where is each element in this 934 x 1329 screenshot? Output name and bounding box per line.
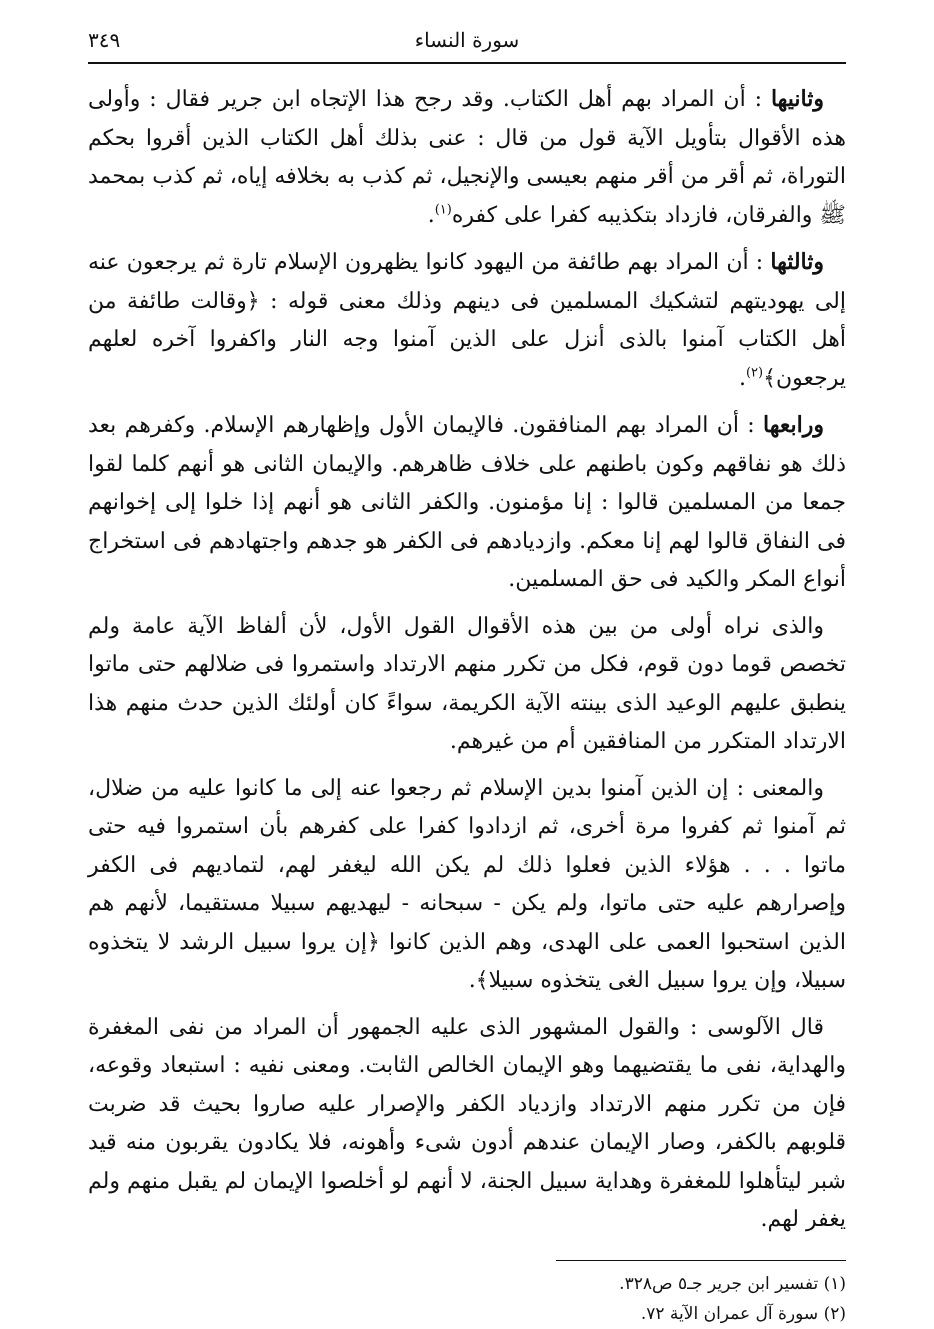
paragraph-preferred-view bbox=[88, 608, 846, 762]
paragraph-lead: ورابعها bbox=[763, 412, 824, 438]
paragraph-secondly bbox=[88, 80, 846, 235]
footnote-1: (١) تفسير ابن جرير جـ٥ ص٣٢٨. bbox=[619, 1273, 846, 1294]
footnotes bbox=[88, 1260, 846, 1329]
page bbox=[88, 22, 846, 1329]
footnote-marker: (١) bbox=[434, 202, 452, 218]
surah-title: سورة النساء bbox=[414, 28, 520, 52]
paragraph-lead: وثانيها bbox=[770, 86, 824, 112]
page-number: ٣٤٩ bbox=[88, 28, 121, 52]
paragraph-fourthly bbox=[88, 406, 846, 600]
paragraph-thirdly bbox=[88, 243, 846, 398]
paragraph-end: . bbox=[427, 202, 435, 228]
footnote-marker: (٢) bbox=[745, 365, 764, 381]
paragraph-text: والمعنى : إن الذين آمنوا بدين الإسلام ثم رجعوا عنه إلى ما كانوا عليه من ضلال، ثم آمنوا ثم كفروا مرة أخرى، ثم ازدادوا كفرا على كفرهم بأن استمروا فيه حتى ماتوا . . . هؤلاء الذين فعلوا ذلك لم يكن الله ليغفر لهم، لتماديهم فى الكفر وإصرارهم عليه حتى ماتوا، ولم يكن - سبحانه - ليهديهم سبيلا مستقيما، لأنهم هم الذين استحبوا العمى على الهدى، وهم الذين كانوا ﴿إن يروا سبيل الرشد لا يتخذوه سبيلا، وإن يروا سبيل الغى يتخذوه سبيلا﴾. bbox=[88, 775, 846, 993]
paragraph-text: : أن المراد بهم المنافقون. فالإيمان الأول وإظهارهم الإسلام. وكفرهم بعد ذلك هو نفاقهم وكون باطنهم على خلاف ظاهرهم. والإيمان الثانى هو أنهم كلما لقوا جمعا من المسلمين قالوا : إنا مؤمنون. والكفر الثانى هو أنهم إذا خلوا إلى إخوانهم فى النفاق قالوا لهم إنا معكم. وازديادهم فى الكفر هو جدهم واجتهادهم فى استخراج أنواع المكر والكيد فى حق المسلمين. bbox=[88, 413, 846, 592]
body-text bbox=[88, 80, 846, 1240]
paragraph-text: والذى نراه أولى من بين هذه الأقوال القول الأول، لأن ألفاظ الآية عامة ولم تخصص قوما دون قوم، فكل من تكرر منهم الارتداد واستمروا فى ضلالهم حتى ماتوا ينطبق عليهم الوعيد الذى بينته الآية الكريمة، سواءً كان أولئك الذين حدث منهم هذا الارتداد المتكرر من المنافقين أم من غيرهم. bbox=[88, 613, 846, 754]
paragraph-end: . bbox=[738, 365, 746, 391]
paragraph-text: : أن المراد بهم طائفة من اليهود كانوا يظهرون الإسلام تارة ثم يرجعون عنه إلى يهوديتهم لتشكيك المسلمين فى دينهم وذلك معنى قوله : ﴿وقالت طائفة من أهل الكتاب آمنوا بالذى أنزل على الذين آمنوا وجه النار واكفروا آخره لعلهم يرجعون﴾ bbox=[88, 250, 846, 391]
running-header bbox=[88, 22, 846, 64]
paragraph-text: : أن المراد بهم أهل الكتاب. وقد رجح هذا الإتجاه ابن جرير فقال : وأولى هذه الأقوال بتأويل الآية قول من قال : عنى بذلك أهل الكتاب الذين أقروا بحكم التوراة، ثم أقر من أقر منهم بعيسى والإنجيل، ثم كذب به بخلافه إياه، ثم كذب بمحمد ﷺ والفرقان، فازداد بتكذيبه كفرا على كفره bbox=[87, 87, 846, 228]
footnote-divider bbox=[556, 1260, 846, 1261]
paragraph-alusi bbox=[88, 1009, 846, 1240]
paragraph-lead: وثالثها bbox=[770, 249, 824, 275]
paragraph-text: قال الآلوسى : والقول المشهور الذى عليه الجمهور أن المراد من نفى المغفرة والهداية، نفى ما يقتضيهما وهو الإيمان الخالص الثابت. ومعنى نفيه : استبعاد وقوعه، فإن من تكرر منهم الارتداد وازدياد الكفر والإصرار عليه صاروا بحيث قد ضربت قلوبهم بالكفر، وصار الإيمان عندهم أدون شىء وأهونه، فلا يكادون يقربون منه قيد شبر ليتأهلوا للمغفرة وهداية سبيل الجنة، لا أنهم لو أخلصوا الإيمان لم يقبل منهم ولم يغفر لهم. bbox=[88, 1014, 846, 1232]
footnote-2: (٢) سورة آل عمران الآية ٧٢. bbox=[640, 1303, 846, 1324]
paragraph-meaning bbox=[88, 770, 846, 1001]
